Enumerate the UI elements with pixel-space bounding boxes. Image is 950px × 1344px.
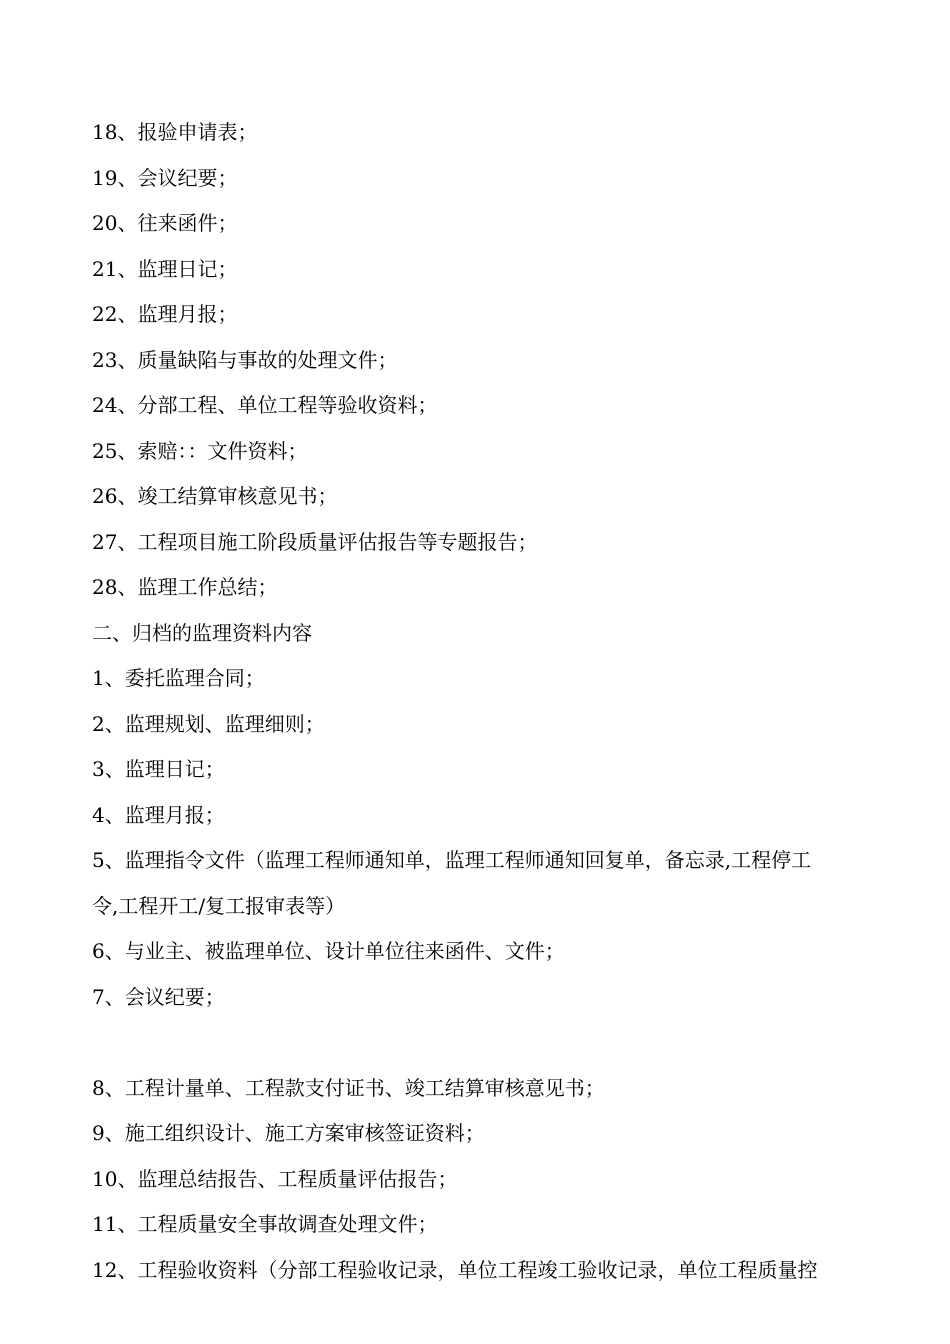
list-item: 20、往来函件； bbox=[92, 211, 238, 235]
list-item: 28、监理工作总结； bbox=[92, 575, 278, 599]
list-item: 6、与业主、被监理单位、设计单位往来函件、文件； bbox=[92, 939, 565, 963]
list-item: 5、监理指令文件（监理工程师通知单，监理工程师通知回复单，备忘录,工程停工 bbox=[92, 848, 812, 872]
section-heading: 二、归档的监理资料内容 bbox=[92, 620, 312, 645]
list-item: 25、索赔：：文件资料； bbox=[92, 438, 308, 463]
list-item: 8、工程计量单、工程款支付证书、竣工结算审核意见书； bbox=[92, 1075, 605, 1100]
document-body bbox=[92, 110, 907, 1293]
list-item: 24、分部工程、单位工程等验收资料； bbox=[92, 393, 438, 417]
list-item: 12、工程验收资料（分部工程验收记录，单位工程竣工验收记录，单位工程质量控 bbox=[92, 1257, 818, 1282]
list-item: 23、质量缺陷与事故的处理文件； bbox=[92, 347, 398, 372]
list-item: 26、竣工结算审核意见书； bbox=[92, 484, 338, 508]
list-item: 7、会议纪要； bbox=[92, 984, 225, 1009]
list-item: 11、工程质量安全事故调查处理文件； bbox=[92, 1212, 438, 1236]
list-item: 10、监理总结报告、工程质量评估报告； bbox=[92, 1166, 458, 1191]
list-item: 19、会议纪要； bbox=[92, 165, 238, 190]
list-item: 4、监理月报； bbox=[92, 802, 225, 827]
list-item: 21、监理日记； bbox=[92, 256, 238, 281]
list-item: 2、监理规划、监理细则； bbox=[92, 711, 325, 736]
blank-line bbox=[92, 1020, 907, 1066]
list-item: 22、监理月报； bbox=[92, 302, 238, 326]
list-item: 3、监理日记； bbox=[92, 757, 225, 781]
list-item-continuation: 令,工程开工/复工报审表等） bbox=[92, 893, 346, 918]
list-item: 9、施工组织设计、施工方案审核签证资料； bbox=[92, 1121, 485, 1145]
list-item: 1、委托监理合同； bbox=[92, 666, 265, 690]
list-item: 18、报验申请表； bbox=[92, 120, 258, 144]
list-item: 27、工程项目施工阶段质量评估报告等专题报告； bbox=[92, 529, 538, 554]
